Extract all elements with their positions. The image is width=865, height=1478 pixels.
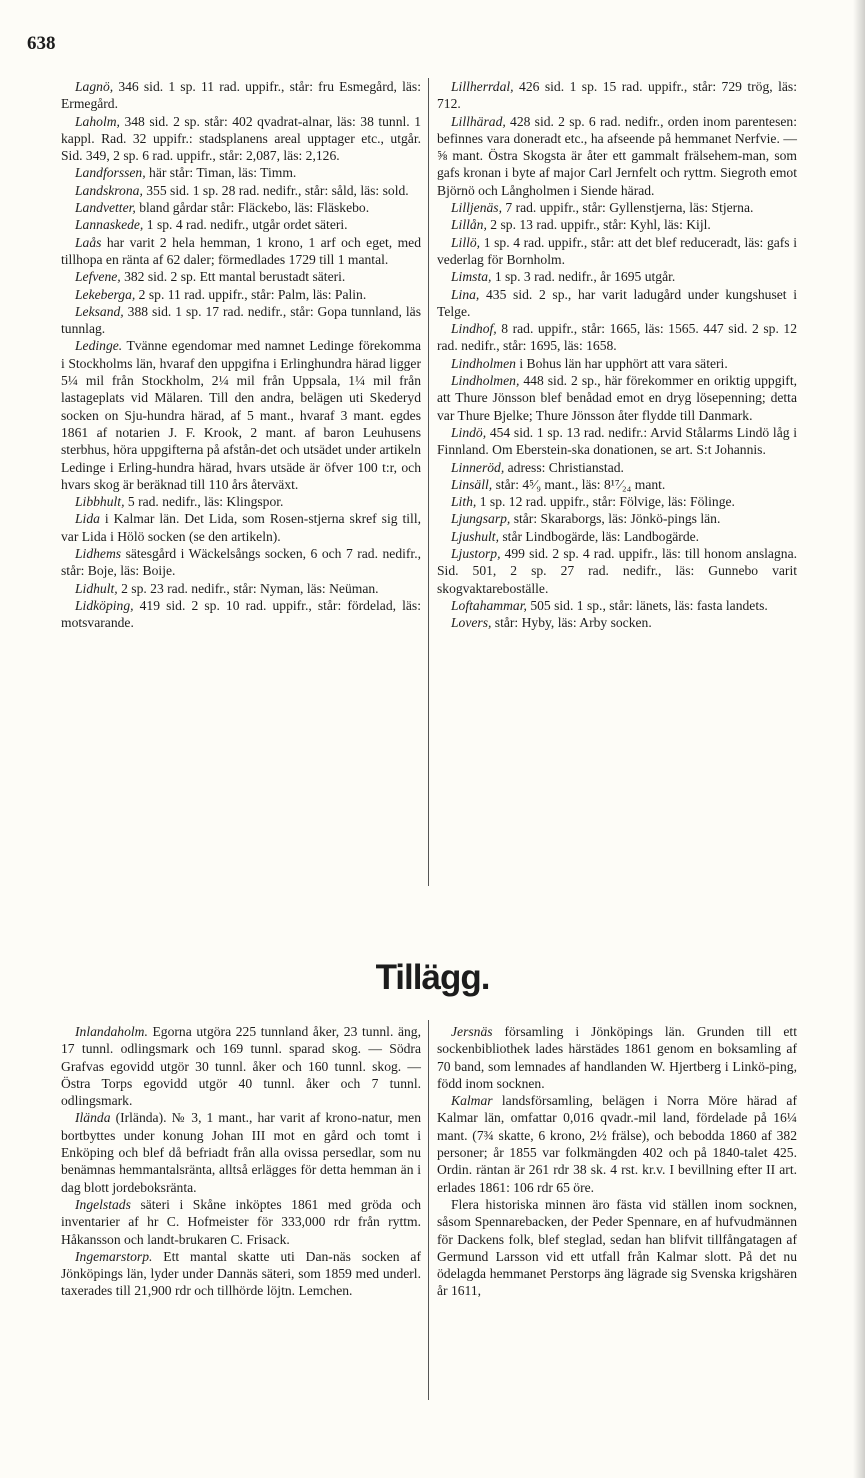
entry-paragraph — [437, 78, 797, 113]
entry-term: Lilljenäs, — [451, 200, 502, 216]
entry-text: 348 sid. 2 sp. står: 402 qvadrat-alnar, läs: 38 tunnl. 1 kappl. Rad. 32 uppifr.: stadsplanens areal upptager etc., utgår. Sid. 349, 2 sp. 6 rad. uppifr., står: 2,087, läs: 2,126. — [61, 113, 421, 164]
entry-text: 1 sp. 4 rad. uppifr., står: att det blef reduceradt, läs: gafs i vederlag för Bornholm. — [437, 234, 797, 267]
entry-term: Landvetter, — [75, 200, 136, 216]
entry-term: Laås — [75, 234, 102, 250]
entry-term: Ledinge. — [75, 338, 123, 354]
entry-paragraph — [437, 199, 797, 216]
entry-paragraph — [437, 1092, 797, 1196]
entry-paragraph — [61, 1023, 421, 1109]
entry-term: Lida — [75, 511, 100, 527]
entry-text: 1 sp. 12 rad. uppifr., står: Fölvige, läs: Fölinge. — [476, 494, 735, 510]
entry-text: Egorna utgöra 225 tunnland åker, 23 tunnl. äng, 17 tunnl. odlingsmark och 169 tunnl. sparad skog. — Södra Grafvas egovidd utgör 30 tunnl. åker och 160 tunnl. skog. — Östra Torps egovidd utgör 40 tunnl. åker och 7 tunnl. odlingsmark. — [61, 1024, 421, 1109]
entry-paragraph — [437, 510, 797, 527]
supplement-column-right — [437, 1023, 797, 1300]
entry-paragraph — [61, 337, 421, 493]
entry-term: Ingelstads — [75, 1196, 131, 1212]
entry-paragraph — [61, 303, 421, 338]
entry-paragraph — [437, 614, 797, 631]
entry-text: 454 sid. 1 sp. 13 rad. nedifr.: Arvid Stålarms Lindö låg i Finnland. Om Eberstein-ska donationen, se art. S:t Johannis. — [437, 424, 797, 458]
entry-text: 1 sp. 3 rad. nedifr., år 1695 utgår. — [491, 269, 676, 285]
entry-term: Lannaskede, — [75, 217, 144, 233]
entry-text: här står: Timan, läs: Timm. — [145, 165, 297, 181]
entry-text: 448 sid. 2 sp., här förekommer en oriktig uppgift, att Thure Jönsson blef benådad emot en dryg lösepenning; detta var Thure Bjelke; Thure Jönsson åter flydde till Danmark. — [437, 373, 797, 423]
page-edge-shadow — [853, 0, 865, 1478]
entry-paragraph — [437, 355, 797, 372]
entry-term: Landskrona, — [75, 182, 143, 198]
entry-term: Linsäll, — [451, 476, 493, 492]
entry-paragraph — [61, 510, 421, 545]
entry-text: sätesgård i Wäckelsångs socken, 6 och 7 rad. nedifr., står: Boje, läs: Boije. — [61, 546, 421, 579]
entry-term: Lidhems — [75, 546, 122, 562]
entry-text: 388 sid. 1 sp. 17 rad. nedifr., står: Gopa tunnland, läs tunnlag. — [61, 303, 421, 337]
entry-paragraph — [437, 113, 797, 199]
entry-paragraph — [437, 268, 797, 285]
entry-term: Limsta, — [451, 269, 492, 285]
entry-paragraph — [61, 234, 421, 269]
entry-term: Lefvene, — [75, 269, 121, 285]
entry-paragraph — [437, 459, 797, 476]
column-divider-top — [428, 78, 429, 886]
entry-paragraph — [61, 1109, 421, 1195]
entry-term: Lidhult, — [75, 580, 118, 596]
entry-text: har varit 2 hela hemman, 1 krono, 1 arf och eget, med tillhopa en ränta af 62 daler; förmedlades 1729 till 1 mantal. — [61, 234, 421, 267]
entry-paragraph — [437, 320, 797, 355]
entry-term: Lindholmen, — [451, 373, 520, 389]
entry-paragraph — [61, 493, 421, 510]
errata-column-top-right — [437, 78, 797, 632]
entry-term: Lindö, — [451, 424, 487, 440]
entry-term: Ingemarstorp. — [75, 1248, 153, 1264]
entry-text: församling i Jönköpings län. Grunden till ett sockenbibliothek lades härstädes 1861 genom en boksamling af 70 band, som lemnades af handlanden W. Hjertberg i Linkö-ping, född inom socknen. — [437, 1024, 797, 1091]
entry-text: Ett mantal skatte uti Dan-näs socken af Jönköpings län, lyder under Dannäs säteri, som 1859 med underl. taxerades till 21,900 rdr och tillhörde löjtn. Lemchen. — [61, 1248, 421, 1299]
entry-paragraph — [437, 216, 797, 233]
entry-paragraph — [61, 216, 421, 233]
entry-term: Kalmar — [451, 1093, 493, 1109]
entry-term: Ljustorp, — [451, 546, 501, 562]
entry-text: bland gårdar står: Fläckebo, läs: Fläskebo. — [135, 200, 370, 216]
entry-paragraph — [437, 528, 797, 545]
entry-text: 2 sp. 11 rad. uppifr., står: Palm, läs: Palin. — [135, 286, 367, 302]
entry-text: 355 sid. 1 sp. 28 rad. nedifr., står: såld, läs: sold. — [142, 182, 409, 198]
entry-text: står Lindbogärde, läs: Landbogärde. — [498, 528, 700, 544]
entry-text: 426 sid. 1 sp. 15 rad. uppifr., står: 729 trög, läs: 712. — [437, 79, 797, 112]
entry-text: 435 sid. 2 sp., har varit ladugård under kungshuset i Telge. — [437, 286, 797, 319]
entry-paragraph — [61, 1248, 421, 1300]
entry-text: (Irlända). № 3, 1 mant., har varit af krono-natur, men bortbyttes under konung Johan III mot en gård och tomt i Enköping och blef då befriadt från alla ovissa persedlar, som nu benämnas hemmantalsränta, alltså erlägges för detta hemman än i dag blott jordeboksränta. — [61, 1110, 421, 1195]
entry-term: Lindhof, — [451, 321, 497, 337]
entry-term: Libbhult, — [75, 494, 125, 510]
entry-term: Lillån, — [451, 217, 487, 233]
entry-paragraph — [61, 545, 421, 580]
entry-text: landsförsamling, belägen i Norra Möre härad af Kalmar län, omfattar 0,016 qvadr.-mil land, fördelade på 16¼ mant. (7¾ skatte, 6 krono, 2½ frälse), och bebodda 1860 af 382 personer; år 1855 var folkmängden 402 och på 1840-talet 425. Ordin. räntan är 261 rdr 38 sk. 4 rst. kr.v. I bevillning efter II art. erlades 1861: 106 rdr 65 öre. — [437, 1093, 797, 1195]
entry-text: 8 rad. uppifr., står: 1665, läs: 1565. 447 sid. 2 sp. 12 rad. nedifr., står: 1695, läs: 1658. — [437, 321, 797, 354]
entry-text: 7 rad. uppifr., står: Gyllenstjerna, läs: Stjerna. — [501, 200, 754, 216]
entry-paragraph — [61, 1196, 421, 1248]
entry-term: Landforssen, — [75, 165, 146, 181]
entry-text: 2 sp. 13 rad. uppifr., står: Kyhl, läs: Kijl. — [486, 217, 711, 233]
entry-text: står: Skaraborgs, läs: Jönkö-pings län. — [510, 511, 721, 527]
entry-text: 505 sid. 1 sp., står: länets, läs: fasta landets. — [526, 597, 768, 613]
entry-text: Tvänne egendomar med namnet Ledinge förekomma i Stockholms län, hvaraf den uppgifna i Erlinghundra härad ligger 5¼ mil från Stockholm, 2¼ mil från Uppsala, 1¼ mil från lastageplats vid Mälaren. Till den andra, belägen uti Skederyd socken on Sju-hundra härad, af 5 mant., hvaraf 3 mant. egdes 1861 af notarien J. F. Krook, 2 mant. af baron Leuhusens sterbhus, höra uppgifterna på afstån-det och utsädet under artikeln Ledinge i Erling-hundra härad, hvars utsäde är öfver 100 t:r, och hvars skog är beräknad till 110 års återväxt. — [61, 338, 421, 492]
entry-term: Leksand, — [75, 303, 124, 319]
entry-paragraph — [61, 164, 421, 181]
entry-text: säteri i Skåne inköptes 1861 med gröda och inventarier af hr C. Hofmeister för 333,000 rdr från ryttm. Håkansson och landt-brukaren C. Frisack. — [61, 1196, 421, 1247]
entry-text: i Bohus län har upphört att vara säteri. — [515, 355, 728, 371]
entry-text: står: 4⁵⁄₉ mant., läs: 8¹⁷⁄₂₄ mant. — [492, 476, 666, 492]
entry-text: 1 sp. 4 rad. nedifr., utgår ordet säteri. — [143, 217, 348, 233]
entry-paragraph — [61, 113, 421, 165]
entry-term: Lagnö, — [75, 79, 114, 94]
entry-text: 499 sid. 2 sp. 4 rad. uppifr., läs: till honom anslagna. Sid. 501, 2 sp. 27 rad. nedifr., läs: Gunnebo varit skogvaktareboställe. — [437, 546, 797, 596]
entry-text: Flera historiska minnen äro fästa vid ställen inom socknen, såsom Spennarebacken, der Peder Spennare, en af hufvudmännen för Dackens folk, blef steglad, sedan han blifvit tillfångatagen af Germund Larsson vid ett utfall från Kalmar slott. På det nu ödelagda hemmanet Perstorps äng lägrade sig Svenska krigshären år 1611, — [437, 1196, 797, 1299]
entry-paragraph — [61, 597, 421, 632]
supplement-column-left — [61, 1023, 421, 1300]
entry-paragraph — [437, 597, 797, 614]
entry-term: Lillö, — [451, 234, 481, 250]
entry-term: Ilända — [75, 1110, 111, 1126]
entry-term: Ljungsarp, — [451, 511, 511, 527]
entry-paragraph — [437, 493, 797, 510]
entry-paragraph — [437, 545, 797, 597]
entry-text: 382 sid. 2 sp. Ett mantal berustadt säteri. — [120, 269, 346, 285]
entry-term: Linneröd, — [451, 459, 505, 475]
errata-column-top-left — [61, 78, 421, 632]
entry-paragraph — [437, 424, 797, 459]
entry-paragraph — [437, 1196, 797, 1300]
entry-text: 346 sid. 1 sp. 11 rad. uppifr., står: fru Esmegård, läs: Ermegård. — [61, 79, 421, 112]
entry-text: i Kalmar län. Det Lida, som Rosen-stjerna skref sig till, var Lida i Hölö socken (se den artikeln). — [61, 511, 421, 544]
entry-paragraph — [437, 372, 797, 424]
entry-paragraph — [437, 234, 797, 269]
entry-paragraph — [61, 268, 421, 285]
entry-term: Lovers, — [451, 615, 492, 631]
entry-text: adress: Christianstad. — [504, 459, 624, 475]
entry-text: 419 sid. 2 sp. 10 rad. uppifr., står: fördelad, läs: motsvarande. — [61, 597, 421, 631]
entry-text: står: Hyby, läs: Arby socken. — [491, 615, 652, 631]
entry-term: Lina, — [451, 286, 480, 302]
entry-term: Lindholmen — [451, 355, 516, 371]
entry-paragraph — [61, 580, 421, 597]
entry-paragraph — [437, 1023, 797, 1092]
entry-term: Ljushult, — [451, 528, 499, 544]
page-number: 638 — [27, 33, 56, 54]
entry-term: Lillhärad, — [451, 113, 506, 129]
entry-term: Jersnäs — [451, 1024, 493, 1039]
entry-term: Laholm, — [75, 113, 120, 129]
entry-term: Lidköping, — [75, 597, 134, 613]
entry-term: Lith, — [451, 494, 477, 510]
entry-term: Lekeberga, — [75, 286, 136, 302]
column-divider-bottom — [428, 1020, 429, 1400]
entry-paragraph — [61, 199, 421, 216]
entry-term: Lillherrdal, — [451, 79, 514, 94]
entry-term: Inlandaholm. — [75, 1024, 148, 1039]
entry-text: 5 rad. nedifr., läs: Klingspor. — [124, 494, 284, 510]
entry-paragraph — [437, 476, 797, 493]
entry-text: 2 sp. 23 rad. nedifr., står: Nyman, läs: Neüman. — [117, 580, 379, 596]
entry-term: Loftahammar, — [451, 597, 527, 613]
entry-paragraph — [61, 286, 421, 303]
supplement-heading: Tillägg. — [375, 958, 490, 997]
entry-text: 428 sid. 2 sp. 6 rad. nedifr., orden inom parentesen: befinnes vara doneradt etc., ha afseende på hemmanet Nerfvie. — ⅝ mant. Östra Skogsta är åter ett gammalt frälsehem-man, som gafs kronan i byte af major Carl Jernfelt och ryttm. Siegroth emot Björnö och Långholmen i Siende härad. — [437, 113, 797, 198]
entry-paragraph — [61, 182, 421, 199]
entry-paragraph — [61, 78, 421, 113]
entry-paragraph — [437, 286, 797, 321]
